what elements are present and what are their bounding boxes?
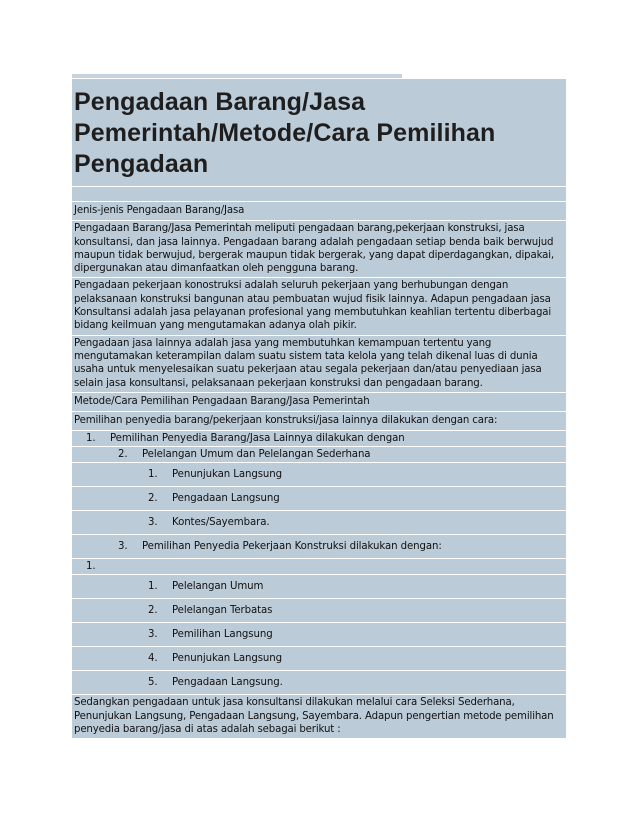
sub-list-item [72,575,566,599]
list-number: 2. [148,493,158,505]
sub-list-item [72,511,566,535]
sub-list-item [72,463,566,487]
list-text: Penunjukan Langsung [172,469,282,481]
list-text: Penunjukan Langsung [172,653,282,665]
list-text: Kontes/Sayembara. [172,517,270,529]
list-text: Pengadaan Langsung. [172,677,283,689]
document-body [72,74,566,739]
paragraph-konstruksi: Pengadaan pekerjaan konostruksi adalah seluruh pekerjaan yang berhubungan dengan pelaksanaan konstruksi bangunan atau pembuatan wujud fisik lainnya. Adapun pengadaan jasa Konsultansi adalah jasa pelayanan profesional yang membutuhkan keahlian tertentu diberbagai bidang keilmuan yang mengutamakan adanya olah pikir. [72,278,566,335]
list-item-2 [72,447,566,463]
sub-list-item [72,599,566,623]
list-text: Pemilihan Penyedia Barang/Jasa Lainnya dilakukan dengan [110,433,405,445]
list-item-3 [72,535,566,559]
title-spacer [72,187,566,202]
paragraph-closing: Sedangkan pengadaan untuk jasa konsultansi dilakukan melalui cara Seleksi Sederhana, Penunjukan Langsung, Pengadaan Langsung, Sayembara. Adapun pengertian metode pemilihan penyedia barang/jasa di atas adalah sebagai berikut : [72,695,566,739]
list-text: Pelelangan Umum dan Pelelangan Sederhana [142,449,371,461]
list-number: 3. [148,629,158,641]
list-number: 1. [86,433,96,445]
list-text: Pengadaan Langsung [172,493,280,505]
sub-list-item [72,671,566,695]
sub-list-item [72,623,566,647]
list-number: 2. [148,605,158,617]
heading-jenis: Jenis-jenis Pengadaan Barang/Jasa [72,202,566,221]
top-rule [72,74,402,78]
list-number: 1. [86,561,96,573]
list-number: 3. [118,541,128,553]
list-number: 4. [148,653,158,665]
paragraph-barang: Pengadaan Barang/Jasa Pemerintah meliputi pengadaan barang,pekerjaan konstruksi, jasa konsultansi, dan jasa lainnya. Pengadaan barang adalah pengadaan setiap benda baik berwujud maupun tidak berwujud, bergerak maupun tidak bergerak, yang dapat diperdagangkan, dipakai, dipergunakan atau dimanfaatkan oleh pengguna barang. [72,221,566,278]
sub-list-item [72,487,566,511]
list-intro: Pemilihan penyedia barang/pekerjaan konstruksi/jasa lainnya dilakukan dengan cara: [72,412,566,431]
list-text: Pelelangan Terbatas [172,605,273,617]
document-title: Pengadaan Barang/Jasa Pemerintah/Metode/Cara Pemilihan Pengadaan [72,79,566,187]
list-item-4 [72,559,566,575]
list-text: Pemilihan Langsung [172,629,273,641]
list-number: 1. [148,581,158,593]
list-number: 2. [118,449,128,461]
sub-list-item [72,647,566,671]
heading-metode: Metode/Cara Pemilihan Pengadaan Barang/Jasa Pemerintah [72,393,566,412]
list-item-1 [72,431,566,447]
list-text: Pelelangan Umum [172,581,264,593]
list-number: 3. [148,517,158,529]
list-number: 5. [148,677,158,689]
paragraph-jasa-lainnya: Pengadaan jasa lainnya adalah jasa yang membutuhkan kemampuan tertentu yang mengutamakan keterampilan dalam suatu sistem tata kelola yang telah dikenal luas di dunia usaha untuk menyelesaikan suatu pekerjaan atau segala pekerjaan dan/atau penyediaan jasa selain jasa konsultansi, pelaksanaan pekerjaan konstruksi dan pengadaan barang. [72,336,566,393]
list-number: 1. [148,469,158,481]
list-text: Pemilihan Penyedia Pekerjaan Konstruksi dilakukan dengan: [142,541,442,553]
